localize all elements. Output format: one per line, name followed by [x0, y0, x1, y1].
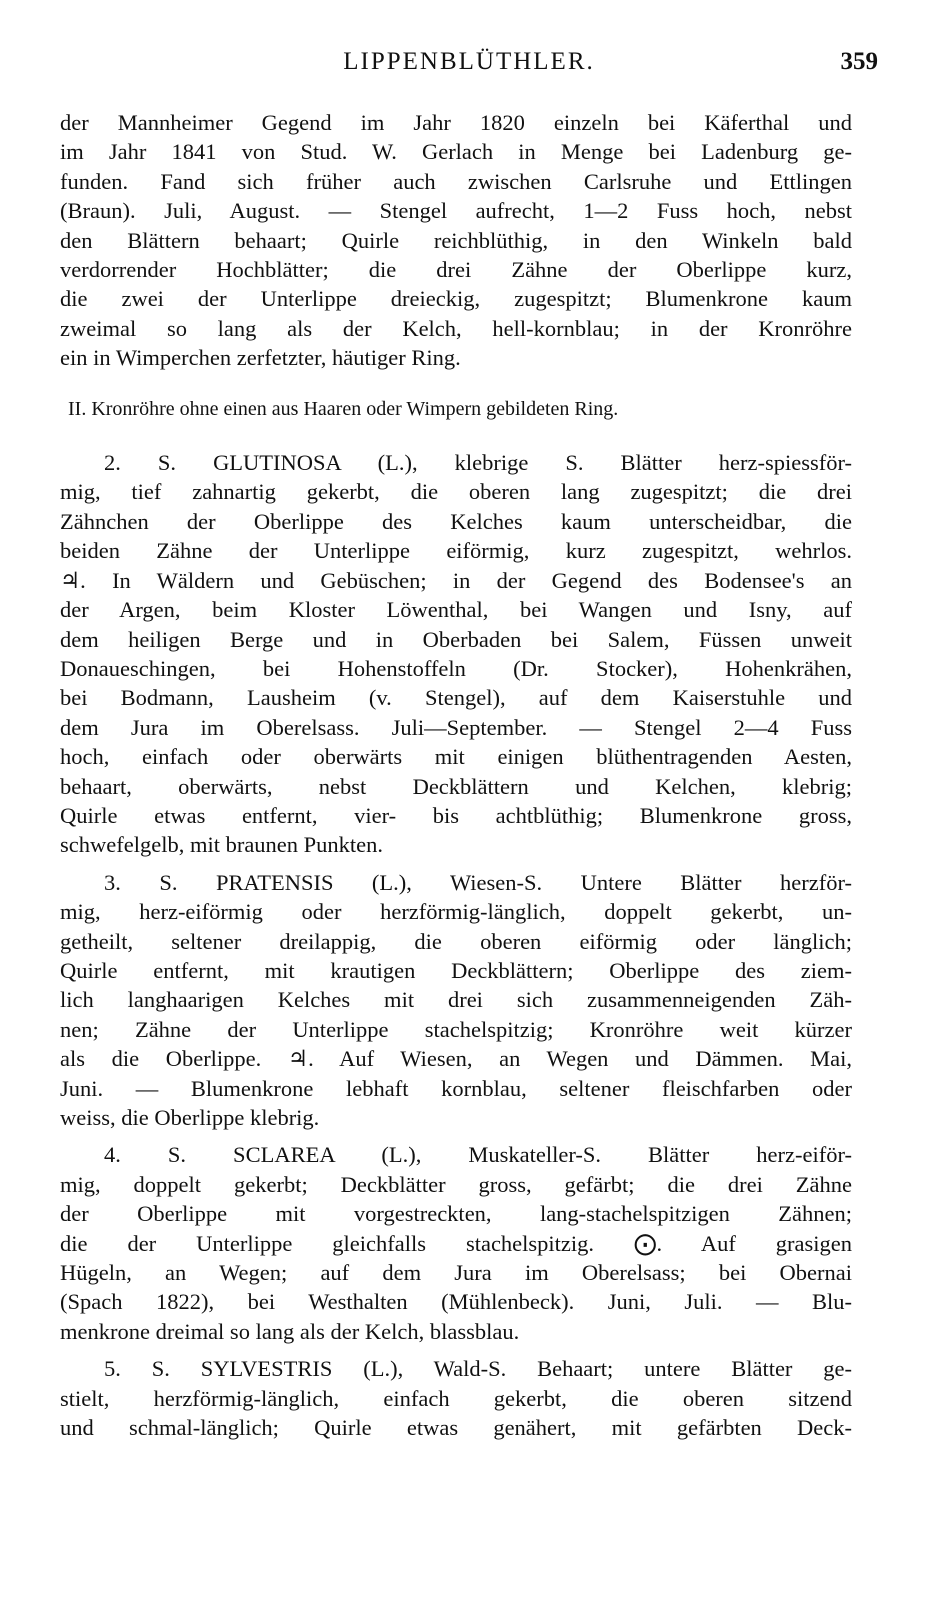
text-line: weiss, die Oberlippe klebrig.: [60, 1105, 320, 1130]
text-line: (Spach 1822), bei Westhalten (Mühlenbeck). Juni, Juli. — Blu-: [60, 1289, 852, 1315]
text-line: ein in Wimperchen zerfetzter, häutiger Ring.: [60, 345, 461, 371]
page-body: [60, 108, 852, 1450]
text-line: 3. S. PRATENSIS (L.), Wiesen-S. Untere Blätter herzför-: [104, 869, 852, 895]
text-line: 5. S. SYLVESTRIS (L.), Wald-S. Behaart; untere Blätter ge-: [104, 1356, 852, 1382]
text-line: Hügeln, an Wegen; auf dem Jura im Oberelsass; bei Obernai: [60, 1260, 852, 1286]
text-line: ♃. In Wäldern und Gebüschen; in der Gegend des Bodensee's an: [60, 567, 852, 593]
text-line: schwefelgelb, mit braunen Punkten.: [60, 832, 384, 858]
intro-paragraph: [60, 108, 852, 373]
text-line: Zähnchen der Oberlippe des Kelches kaum unterscheidbar, die: [60, 508, 852, 534]
page-header: [60, 48, 878, 88]
page-number: 359: [840, 48, 878, 75]
text-line: hoch, einfach oder oberwärts mit einigen blüthentragenden Aesten,: [60, 744, 852, 770]
text-line: mig, doppelt gekerbt; Deckblätter gross, gefärbt; die drei Zähne: [60, 1171, 852, 1197]
text-line: verdorrender Hochblätter; die drei Zähne der Oberlippe kurz,: [60, 257, 852, 283]
text-line: behaart, oberwärts, nebst Deckblättern und Kelchen, klebrig;: [60, 773, 852, 799]
text-line: beiden Zähne der Unterlippe eiförmig, kurz zugespitzt, wehrlos.: [60, 538, 852, 564]
text-line: 2. S. GLUTINOSA (L.), klebrige S. Blätter herz-spiessför-: [104, 450, 852, 476]
text-line: (Braun). Juli, August. — Stengel aufrecht, 1—2 Fuss hoch, nebst: [60, 198, 852, 224]
running-title: LIPPENBLÜTHLER.: [343, 48, 595, 75]
text-line: Quirle etwas entfernt, vier- bis achtblüthig; Blumenkrone gross,: [60, 802, 852, 828]
text-line: dem heiligen Berge und in Oberbaden bei Salem, Füssen unweit: [60, 626, 852, 652]
text-line: lich langhaarigen Kelches mit drei sich zusammenneigenden Zäh-: [60, 987, 852, 1013]
text-line: bei Bodmann, Lausheim (v. Stengel), auf dem Kaiserstuhle und: [60, 685, 852, 711]
species-entry-pratensis: [60, 868, 852, 1133]
text-line: zweimal so lang als der Kelch, hell-kornblau; in der Kronröhre: [60, 315, 852, 341]
text-line: mig, herz-eiförmig oder herzförmig-länglich, doppelt gekerbt, un-: [60, 899, 852, 925]
text-line: der Mannheimer Gegend im Jahr 1820 einzeln bei Käferthal und: [60, 110, 852, 135]
text-line: die zwei der Unterlippe dreieckig, zugespitzt; Blumenkrone kaum: [60, 286, 852, 312]
species-entry-sclarea: [60, 1140, 852, 1346]
section-heading: II. Kronröhre ohne einen aus Haaren oder Wimpern gebildeten Ring.: [68, 397, 619, 420]
text-line: Donaueschingen, bei Hohenstoffeln (Dr. Stocker), Hohenkrähen,: [60, 655, 852, 681]
species-entry-glutinosa: [60, 448, 852, 860]
text-line: funden. Fand sich früher auch zwischen Carlsruhe und Ettlingen: [60, 168, 852, 194]
text-line: getheilt, seltener dreilappig, die oberen eiförmig oder länglich;: [60, 928, 852, 954]
text-line: der Oberlippe mit vorgestreckten, lang-stachelspitzigen Zähnen;: [60, 1201, 852, 1227]
text-line: den Blättern behaart; Quirle reichblüthig, in den Winkeln bald: [60, 227, 852, 253]
text-line: und schmal-länglich; Quirle etwas genähert, mit gefärbten Deck-: [60, 1415, 852, 1441]
text-line: als die Oberlippe. ♃. Auf Wiesen, an Wegen und Dämmen. Mai,: [60, 1046, 852, 1072]
text-line: dem Jura im Oberelsass. Juli—September. — Stengel 2—4 Fuss: [60, 714, 852, 740]
text-line: nen; Zähne der Unterlippe stachelspitzig; Kronröhre weit kürzer: [60, 1016, 852, 1042]
text-line: im Jahr 1841 von Stud. W. Gerlach in Menge bei Ladenburg ge-: [60, 139, 852, 165]
text-line: menkrone dreimal so lang als der Kelch, blassblau.: [60, 1318, 520, 1344]
text-line: stielt, herzförmig-länglich, einfach gekerbt, die oberen sitzend: [60, 1385, 852, 1411]
text-line: 4. S. SCLAREA (L.), Muskateller-S. Blätter herz-eiför-: [104, 1142, 852, 1168]
text-line: Quirle entfernt, mit krautigen Deckblättern; Oberlippe des ziem-: [60, 957, 852, 983]
text-line: die der Unterlippe gleichfalls stachelspitzig. ⨀. Auf grasigen: [60, 1230, 852, 1256]
text-line: der Argen, beim Kloster Löwenthal, bei Wangen und Isny, auf: [60, 597, 852, 623]
text-line: mig, tief zahnartig gekerbt, die oberen lang zugespitzt; die drei: [60, 479, 852, 505]
text-line: Juni. — Blumenkrone lebhaft kornblau, seltener fleischfarben oder: [60, 1075, 852, 1101]
species-entry-sylvestris: [60, 1354, 852, 1442]
